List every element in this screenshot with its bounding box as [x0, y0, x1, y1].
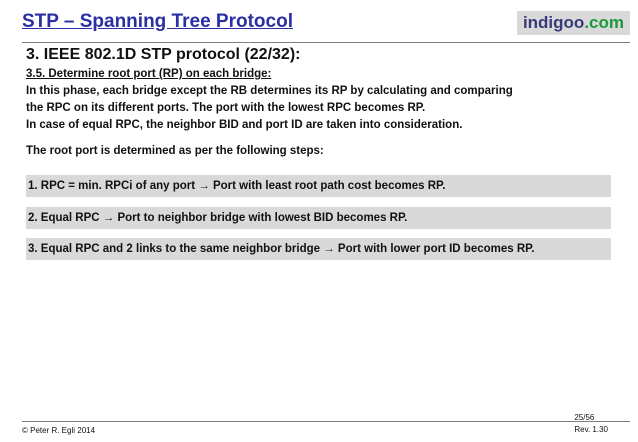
body-line: the RPC on its different ports. The port with the lowest RPC becomes RP.	[26, 102, 426, 114]
revision: Rev. 1.30	[574, 425, 608, 434]
body-paragraph	[26, 83, 626, 134]
copyright: © Peter R. Egli 2014	[22, 426, 96, 435]
arrow-right-icon: →	[102, 212, 115, 224]
step-1-result: Port with least root path cost becomes RP.	[209, 180, 446, 192]
step-3	[26, 238, 611, 260]
page-number: 25/56	[574, 413, 595, 422]
steps-intro: The root port is determined as per the following steps:	[26, 145, 324, 157]
page-info	[574, 412, 608, 436]
step-2-result: Port to neighbor bridge with lowest BID becomes RP.	[114, 212, 408, 224]
step-1	[26, 175, 611, 197]
step-3-result: Port with lower port ID becomes RP.	[334, 243, 535, 255]
footer-divider	[22, 421, 630, 422]
brand-logo	[517, 11, 630, 35]
brand-name: indigoo	[522, 13, 585, 32]
arrow-right-icon: →	[323, 243, 335, 255]
header-divider	[22, 42, 630, 43]
body-line: In case of equal RPC, the neighbor BID and port ID are taken into consideration.	[26, 119, 463, 131]
sub-heading: 3.5. Determine root port (RP) on each bridge:	[26, 68, 272, 80]
arrow-right-icon: →	[198, 180, 210, 192]
brand-domain: .com	[584, 13, 624, 32]
step-3-text: 3. Equal RPC and 2 links to the same neighbor bridge	[28, 243, 324, 255]
slide-title: STP – Spanning Tree Protocol	[22, 11, 293, 32]
section-heading: 3. IEEE 802.1D STP protocol (22/32):	[26, 46, 301, 63]
step-2	[26, 207, 611, 229]
body-line: In this phase, each bridge except the RB determines its RP by calculating and comparing	[26, 85, 513, 97]
step-2-text: 2. Equal RPC	[28, 212, 103, 224]
step-1-text: 1. RPC = min. RPCi of any port	[28, 180, 199, 192]
